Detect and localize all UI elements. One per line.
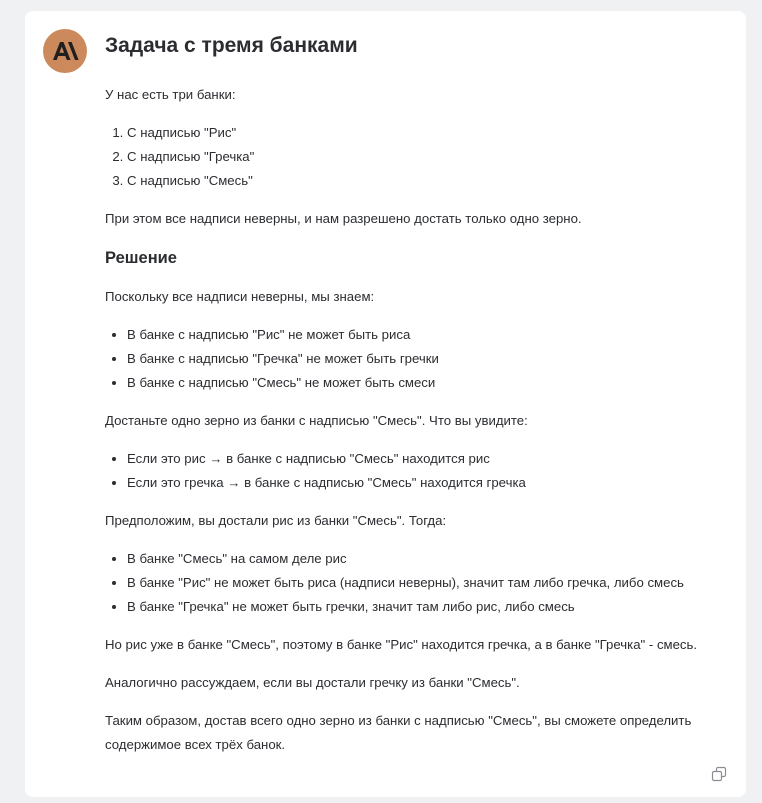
list-item: • В банке "Рис" не может быть риса (надписи неверны), значит там либо гречка, либо смесь [127, 571, 735, 595]
jars-list [105, 121, 735, 193]
analogous-text: Аналогично рассуждаем, если вы достали гречку из банки "Смесь". [105, 675, 520, 690]
summary-text: Таким образом, достав всего одно зерно из банки с надписью "Смесь", вы сможете определить содержимое всех трёх банок. [105, 713, 692, 752]
conclusion-text: Но рис уже в банке "Смесь", поэтому в банке "Рис" находится гречка, а в банке "Гречка" - смесь. [105, 637, 698, 652]
list-item: 1. С надписью "Рис" [127, 121, 735, 145]
list-item: • В банке "Гречка" не может быть гречки, значит там либо рис, либо смесь [127, 595, 735, 619]
list-item: • В банке с надписью "Гречка" не может быть гречки [127, 347, 735, 371]
message-card [25, 11, 746, 797]
outcomes-list [105, 447, 735, 495]
copy-icon [711, 766, 727, 782]
list-item: • Если это гречка → в банке с надписью "Смесь" находится гречка [127, 471, 735, 495]
condition-text: При этом все надписи неверны, и нам разрешено достать только одно зерно. [105, 211, 582, 226]
draw-step-text: Достаньте одно зерно из банки с надписью "Смесь". Что вы увидите: [105, 413, 528, 428]
assume-text: Предположим, вы достали рис из банки "Смесь". Тогда: [105, 513, 447, 528]
anthropic-logo-icon [51, 41, 79, 61]
avatar [43, 29, 87, 73]
copy-button[interactable] [711, 766, 727, 782]
list-item: • В банке с надписью "Смесь" не может быть смеси [127, 371, 735, 395]
intro-text: У нас есть три банки: [105, 87, 236, 102]
solution-heading: Решение [105, 249, 177, 267]
facts-list [105, 323, 735, 395]
message-title: Задача с тремя банками [105, 34, 358, 57]
message-body [105, 83, 735, 757]
since-intro-text: Поскольку все надписи неверны, мы знаем: [105, 289, 375, 304]
list-item: 3. С надписью "Смесь" [127, 169, 735, 193]
list-item: • В банке с надписью "Рис" не может быть риса [127, 323, 735, 347]
list-item: • В банке "Смесь" на самом деле рис [127, 547, 735, 571]
list-item: • Если это рис → в банке с надписью "Смесь" находится рис [127, 447, 735, 471]
list-item: 2. С надписью "Гречка" [127, 145, 735, 169]
deductions-list [105, 547, 735, 619]
